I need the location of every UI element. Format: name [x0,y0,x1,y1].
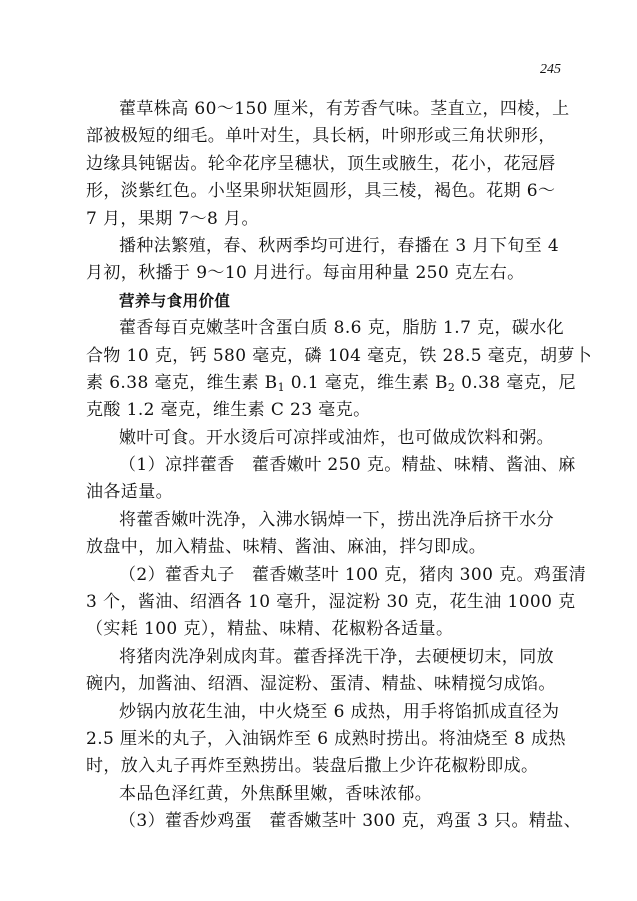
subscript: 1 [277,380,285,394]
paragraph-line: 形，淡紫红色。小坚果卵状矩圆形，具三棱，褐色。花期 6～ [86,181,556,202]
paragraph-line: 藿香每百克嫩茎叶含蛋白质 8.6 克，脂肪 1.7 克，碳水化 [119,318,565,339]
line-part: 0.1 毫克，维生素 B [284,372,448,393]
paragraph-line: 播种法繁殖，春、秋两季均可进行，春播在 3 月下旬至 4 [119,235,560,256]
paragraph-line: 嫩叶可食。开水烫后可凉拌或油炸，也可做成饮料和粥。 [119,427,554,448]
subscript: 2 [447,380,456,394]
paragraph-line: 将猪肉洗净剁成肉茸。藿香择洗干净，去硬梗切末，同放 [119,646,554,667]
paragraph-line: 炒锅内放花生油，中火烧至 6 成热，用手将馅抓成直径为 [119,701,560,722]
recipe-title-line: （1）凉拌藿香 藿香嫩叶 250 克。精盐、味精、酱油、麻 [119,455,576,476]
page-number: 245 [540,62,561,77]
paragraph-line: 时，放入丸子再炸至熟捞出。装盘后撒上少许花椒粉即成。 [86,756,539,777]
paragraph-line: 将藿香嫩叶洗净，入沸水锅焯一下，捞出洗净后挤干水分 [119,509,554,530]
paragraph-line: 3 个，酱油、绍酒各 10 毫升，湿淀粉 30 克，花生油 1000 克 [86,592,576,613]
paragraph-line: 碗内，加酱油、绍酒、湿淀粉、蛋清、精盐、味精搅匀成馅。 [86,674,556,695]
recipe-title-line: （2）藿香丸子 藿香嫩茎叶 100 克，猪肉 300 克。鸡蛋清 [119,564,587,585]
section-heading: 营养与食用价值 [119,291,231,310]
paragraph-line: 藿草株高 60～150 厘米，有芳香气味。茎直立，四棱，上 [119,99,570,119]
paragraph-line: 克酸 1.2 毫克，维生素 C 23 毫克。 [86,400,371,421]
paragraph-line: 本品色泽红黄，外焦酥里嫩，香味浓郁。 [119,783,433,804]
paragraph-line: 部被极短的细毛。单叶对生，具长柄，叶卵形或三角状卵形， [86,126,556,147]
paragraph-line: 边缘具钝锯齿。轮伞花序呈穗状，顶生或腋生，花小，花冠唇 [86,153,556,174]
recipe-title-line: （3）藿香炒鸡蛋 藿香嫩茎叶 300 克，鸡蛋 3 只。精盐、 [119,811,582,832]
paragraph-line: 2.5 厘米的丸子，入油锅炸至 6 成熟时捞出。将油烧至 8 成热 [86,728,566,749]
paragraph-line: 月初，秋播于 9～10 月进行。每亩用种量 250 克左右。 [86,263,525,284]
paragraph-line: 油各适量。 [86,482,173,503]
body-text [86,96,593,836]
paragraph-line: 合物 10 克，钙 580 毫克，磷 104 毫克，铁 28.5 毫克，胡萝卜 [86,345,593,366]
paragraph-line: 7 月，果期 7～8 月。 [86,208,259,229]
line-part: 0.38 毫克，尼 [455,372,576,393]
line-part: 素 6.38 毫克，维生素 B [86,372,278,393]
paragraph-line-with-subscripts [86,370,586,397]
paragraph-line: 放盘中，加入精盐、味精、酱油、麻油，拌匀即成。 [86,537,487,558]
paragraph-line: （实耗 100 克），精盐、味精、花椒粉各适量。 [86,619,454,640]
